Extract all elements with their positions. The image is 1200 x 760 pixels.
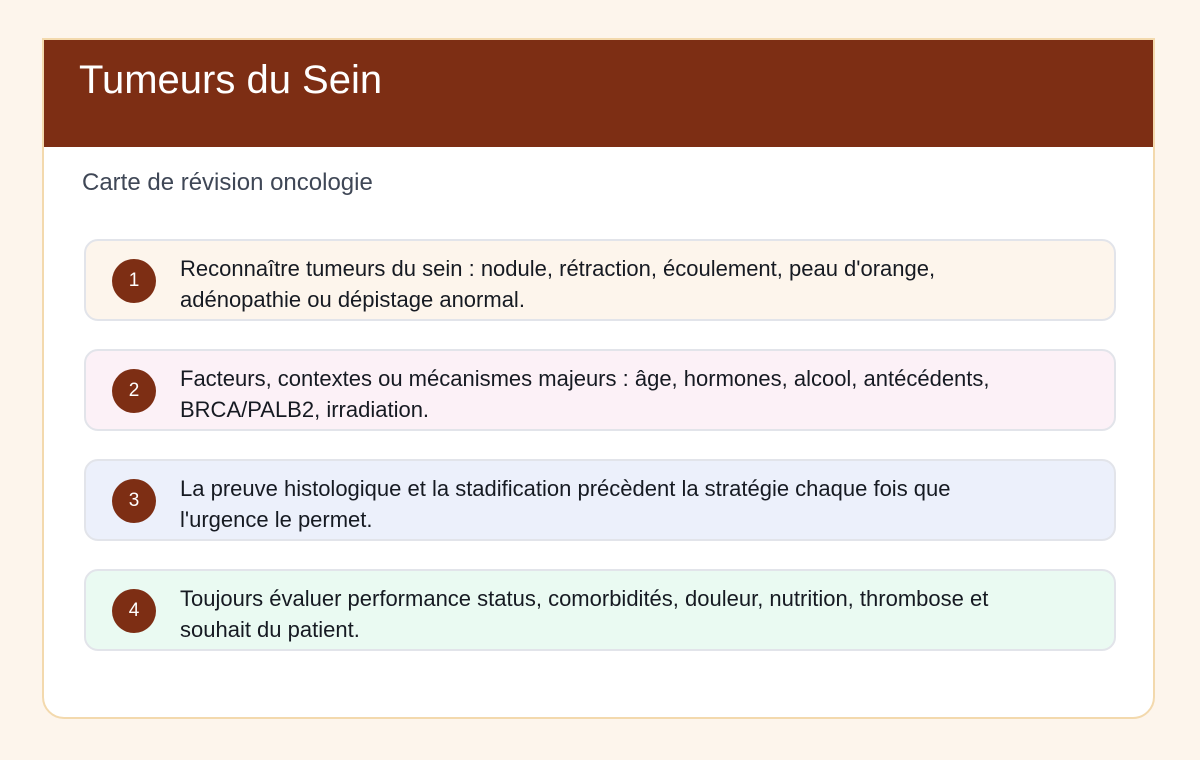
list-item [84,569,1116,651]
revision-card [42,38,1155,719]
item-number-badge: 2 [112,369,156,413]
list-item [84,349,1116,431]
list-item [84,239,1116,321]
card-header [42,38,1155,147]
card-subtitle: Carte de révision oncologie [82,169,373,196]
item-text: Facteurs, contextes ou mécanismes majeurs : âge, hormones, alcool, antécédents, BRCA/PALB2, irradiation. [180,366,990,422]
item-number-badge: 4 [112,589,156,633]
item-text: Reconnaître tumeurs du sein : nodule, rétraction, écoulement, peau d'orange, adénopathie ou dépistage anormal. [180,256,936,312]
item-number-badge: 3 [112,479,156,523]
list-item [84,459,1116,541]
item-text: La preuve histologique et la stadification précèdent la stratégie chaque fois que l'urgence le permet. [180,476,951,532]
item-number-badge: 1 [112,259,156,303]
item-text: Toujours évaluer performance status, comorbidités, douleur, nutrition, thrombose et souhait du patient. [180,586,989,642]
card-title: Tumeurs du Sein [79,58,383,102]
